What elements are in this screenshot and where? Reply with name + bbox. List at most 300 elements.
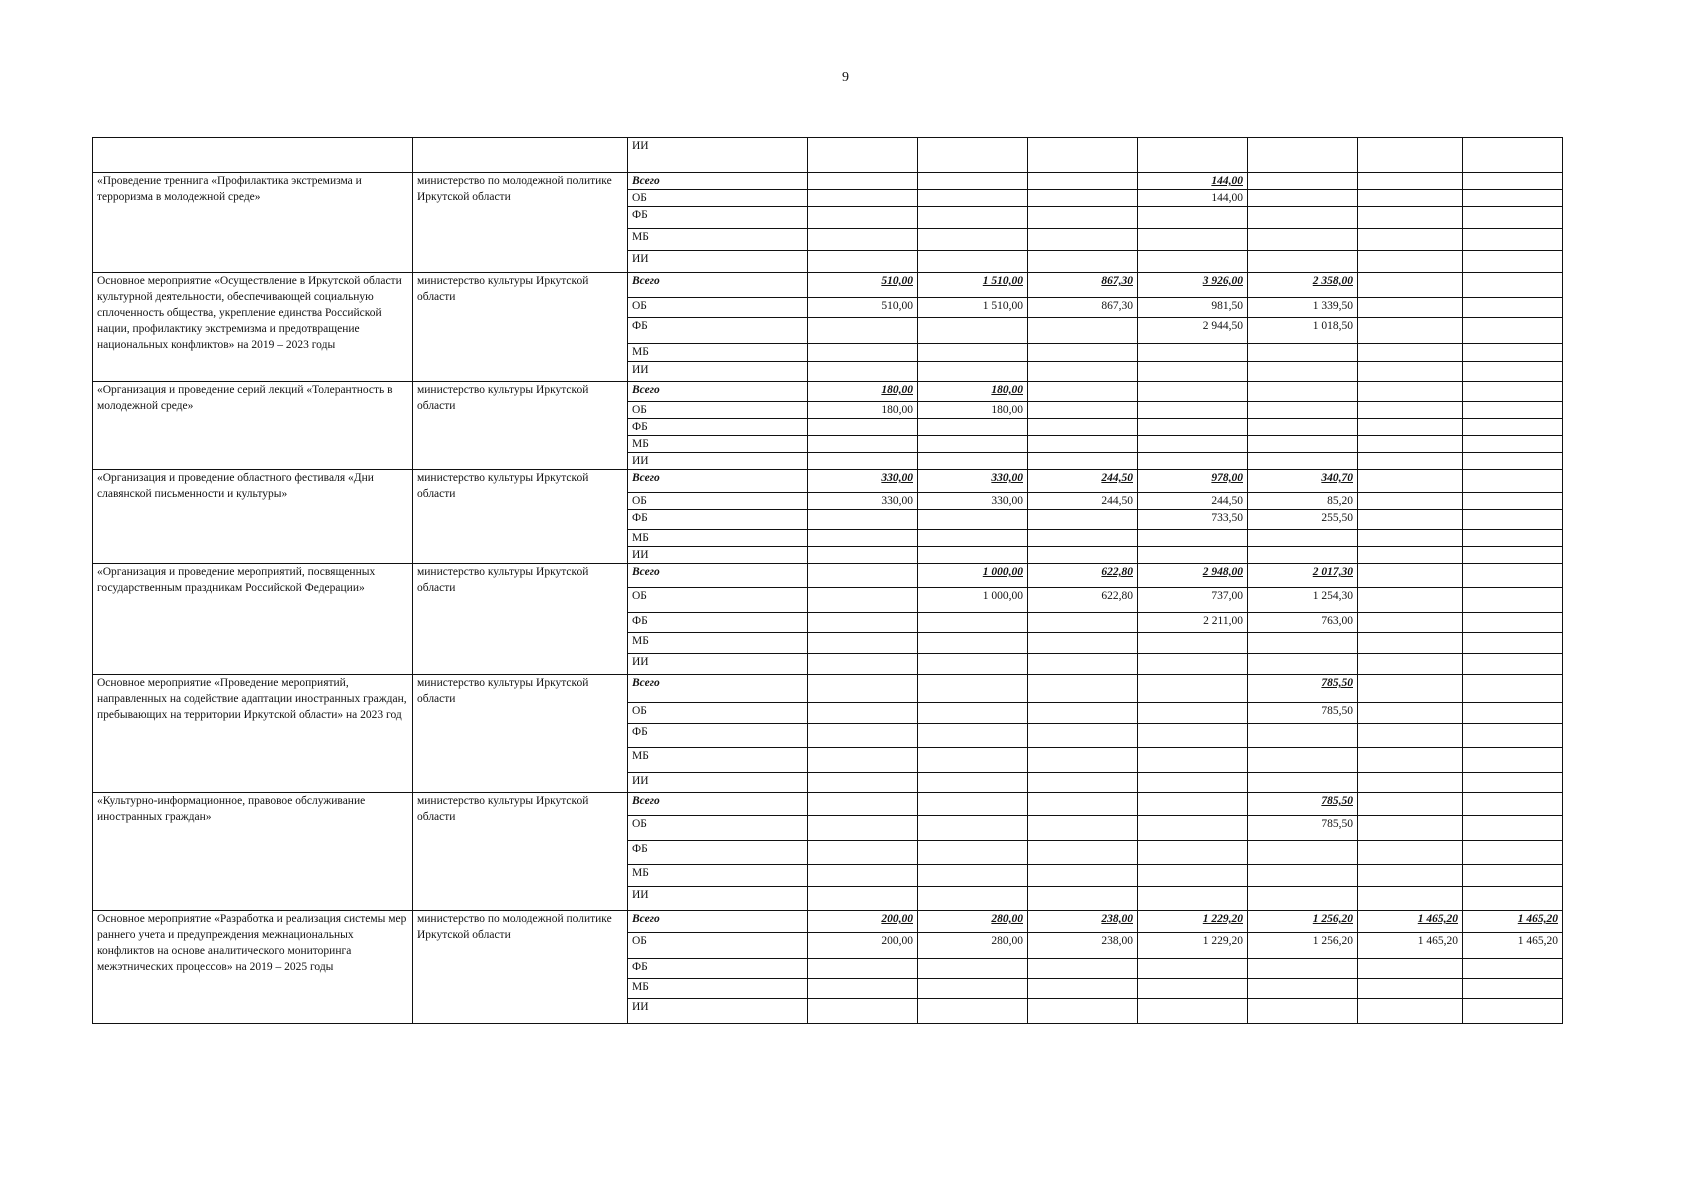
funding-value-year-1: 330,00 <box>808 493 918 510</box>
funding-value-year-1 <box>808 613 918 633</box>
funding-value-year-5: 85,20 <box>1248 493 1358 510</box>
funding-value-year-5 <box>1248 251 1358 273</box>
funding-value-year-2: 280,00 <box>918 911 1028 933</box>
funding-value-year-6 <box>1358 748 1463 773</box>
funding-value-year-2: 330,00 <box>918 493 1028 510</box>
funding-source-label: ФБ <box>628 419 808 436</box>
funding-value-year-7: 1 465,20 <box>1463 933 1563 959</box>
funding-value-year-1 <box>808 633 918 654</box>
funding-value-year-7 <box>1463 793 1563 816</box>
funding-value-year-6 <box>1358 675 1463 703</box>
funding-value-year-2 <box>918 173 1028 190</box>
funding-value-year-1 <box>808 959 918 979</box>
funding-value-year-6 <box>1358 510 1463 530</box>
funding-value-year-3 <box>1028 773 1138 793</box>
funding-source-label: ОБ <box>628 816 808 841</box>
funding-source-label: МБ <box>628 633 808 654</box>
funding-value-year-7 <box>1463 564 1563 588</box>
funding-value-year-7 <box>1463 382 1563 402</box>
funding-source-label: Всего <box>628 273 808 298</box>
funding-value-year-6 <box>1358 865 1463 887</box>
funding-value-year-6 <box>1358 453 1463 470</box>
activity-name: «Организация и проведение мероприятий, посвященных государственным праздникам Российской Федерации» <box>93 564 413 675</box>
funding-value-year-4 <box>1138 229 1248 251</box>
funding-value-year-2 <box>918 344 1028 362</box>
funding-value-year-4: 1 229,20 <box>1138 933 1248 959</box>
funding-value-year-5 <box>1248 887 1358 911</box>
activity-name <box>93 138 413 173</box>
funding-value-year-4: 144,00 <box>1138 190 1248 207</box>
funding-value-year-4 <box>1138 138 1248 173</box>
funding-source-label: Всего <box>628 470 808 493</box>
funding-value-year-5 <box>1248 382 1358 402</box>
funding-value-year-3 <box>1028 510 1138 530</box>
funding-value-year-6 <box>1358 588 1463 613</box>
funding-value-year-1: 510,00 <box>808 273 918 298</box>
funding-value-year-6 <box>1358 436 1463 453</box>
funding-value-year-4 <box>1138 419 1248 436</box>
funding-value-year-6 <box>1358 793 1463 816</box>
funding-value-year-1 <box>808 173 918 190</box>
funding-value-year-6 <box>1358 493 1463 510</box>
funding-value-year-6 <box>1358 173 1463 190</box>
funding-value-year-4 <box>1138 887 1248 911</box>
funding-value-year-7 <box>1463 318 1563 344</box>
funding-value-year-3 <box>1028 251 1138 273</box>
funding-value-year-2 <box>918 748 1028 773</box>
funding-value-year-7 <box>1463 588 1563 613</box>
activity-name: Основное мероприятие «Проведение мероприятий, направленных на содействие адаптации иностранных граждан, пребывающих на территории Иркутской области» на 2023 год <box>93 675 413 793</box>
funding-value-year-6 <box>1358 402 1463 419</box>
funding-value-year-4 <box>1138 530 1248 547</box>
funding-value-year-3: 238,00 <box>1028 911 1138 933</box>
funding-value-year-7 <box>1463 493 1563 510</box>
funding-value-year-5: 785,50 <box>1248 703 1358 724</box>
funding-value-year-5 <box>1248 633 1358 654</box>
funding-value-year-3 <box>1028 382 1138 402</box>
funding-value-year-2 <box>918 547 1028 564</box>
funding-value-year-5 <box>1248 138 1358 173</box>
funding-value-year-6 <box>1358 298 1463 318</box>
funding-value-year-4 <box>1138 547 1248 564</box>
funding-value-year-5: 1 018,50 <box>1248 318 1358 344</box>
funding-value-year-1: 510,00 <box>808 298 918 318</box>
funding-value-year-4 <box>1138 207 1248 229</box>
funding-value-year-3 <box>1028 547 1138 564</box>
funding-value-year-1 <box>808 207 918 229</box>
activity-name: «Культурно-информационное, правовое обслуживание иностранных граждан» <box>93 793 413 911</box>
funding-value-year-7 <box>1463 173 1563 190</box>
funding-value-year-3 <box>1028 979 1138 999</box>
funding-value-year-2 <box>918 190 1028 207</box>
funding-value-year-7 <box>1463 419 1563 436</box>
funding-source-label: ОБ <box>628 298 808 318</box>
funding-value-year-3: 238,00 <box>1028 933 1138 959</box>
funding-value-year-7: 1 465,20 <box>1463 911 1563 933</box>
funding-source-label: ФБ <box>628 510 808 530</box>
funding-value-year-5: 785,50 <box>1248 816 1358 841</box>
funding-value-year-4: 144,00 <box>1138 173 1248 190</box>
funding-value-year-6 <box>1358 999 1463 1024</box>
funding-value-year-6 <box>1358 654 1463 675</box>
funding-value-year-5 <box>1248 436 1358 453</box>
funding-value-year-5 <box>1248 190 1358 207</box>
funding-value-year-2 <box>918 724 1028 748</box>
funding-value-year-5 <box>1248 748 1358 773</box>
funding-value-year-2 <box>918 999 1028 1024</box>
funding-value-year-5 <box>1248 419 1358 436</box>
funding-source-label: ОБ <box>628 588 808 613</box>
funding-value-year-7 <box>1463 453 1563 470</box>
funding-value-year-2: 1 510,00 <box>918 273 1028 298</box>
funding-value-year-3: 622,80 <box>1028 588 1138 613</box>
activity-name: Основное мероприятие «Разработка и реализация системы мер раннего учета и предупреждения межнациональных конфликтов на основе аналитического мониторинга межэтнических процессов» на 2019 – 2025 годы <box>93 911 413 1024</box>
funding-value-year-1 <box>808 841 918 865</box>
funding-source-label: МБ <box>628 748 808 773</box>
funding-value-year-6 <box>1358 633 1463 654</box>
table-row <box>93 138 1563 173</box>
funding-value-year-7 <box>1463 841 1563 865</box>
funding-value-year-3 <box>1028 865 1138 887</box>
funding-value-year-3 <box>1028 613 1138 633</box>
funding-value-year-3: 244,50 <box>1028 493 1138 510</box>
funding-value-year-3 <box>1028 999 1138 1024</box>
funding-source-label: Всего <box>628 793 808 816</box>
funding-value-year-2 <box>918 887 1028 911</box>
funding-source-label: МБ <box>628 344 808 362</box>
funding-value-year-4 <box>1138 654 1248 675</box>
funding-value-year-2 <box>918 675 1028 703</box>
funding-source-label: Всего <box>628 173 808 190</box>
executor-name: министерство культуры Иркутской области <box>413 793 628 911</box>
activity-name: Основное мероприятие «Осуществление в Иркутской области культурной деятельности, обеспечивающей социальную сплоченность общества, укрепление единства Российской нации, профилактику экстремизма и предотвращение национальных конфликтов» на 2019 – 2023 годы <box>93 273 413 382</box>
funding-value-year-6 <box>1358 362 1463 382</box>
funding-value-year-4 <box>1138 382 1248 402</box>
funding-source-label: ИИ <box>628 773 808 793</box>
executor-name: министерство культуры Иркутской области <box>413 675 628 793</box>
funding-value-year-7 <box>1463 402 1563 419</box>
funding-value-year-5 <box>1248 773 1358 793</box>
funding-value-year-4 <box>1138 453 1248 470</box>
funding-value-year-6 <box>1358 318 1463 344</box>
funding-value-year-5: 763,00 <box>1248 613 1358 633</box>
funding-value-year-2 <box>918 841 1028 865</box>
funding-value-year-7 <box>1463 675 1563 703</box>
funding-value-year-6 <box>1358 382 1463 402</box>
funding-value-year-2 <box>918 865 1028 887</box>
funding-value-year-1 <box>808 547 918 564</box>
funding-source-label: ФБ <box>628 207 808 229</box>
funding-value-year-4 <box>1138 959 1248 979</box>
funding-source-label: ОБ <box>628 190 808 207</box>
funding-source-label: ОБ <box>628 402 808 419</box>
funding-value-year-2: 1 000,00 <box>918 588 1028 613</box>
funding-value-year-3 <box>1028 959 1138 979</box>
funding-value-year-2: 180,00 <box>918 382 1028 402</box>
funding-value-year-1 <box>808 588 918 613</box>
funding-value-year-5: 2 358,00 <box>1248 273 1358 298</box>
funding-source-label: ИИ <box>628 654 808 675</box>
funding-value-year-2 <box>918 510 1028 530</box>
funding-value-year-6 <box>1358 138 1463 173</box>
funding-value-year-1 <box>808 703 918 724</box>
funding-value-year-6 <box>1358 419 1463 436</box>
funding-value-year-2 <box>918 453 1028 470</box>
funding-value-year-3 <box>1028 419 1138 436</box>
funding-value-year-5 <box>1248 979 1358 999</box>
funding-source-label: ИИ <box>628 138 808 173</box>
funding-value-year-6 <box>1358 724 1463 748</box>
funding-value-year-1 <box>808 344 918 362</box>
funding-value-year-1: 330,00 <box>808 470 918 493</box>
funding-value-year-6 <box>1358 251 1463 273</box>
funding-value-year-1 <box>808 318 918 344</box>
funding-value-year-7 <box>1463 510 1563 530</box>
funding-value-year-5: 1 339,50 <box>1248 298 1358 318</box>
funding-value-year-2 <box>918 251 1028 273</box>
funding-value-year-2 <box>918 633 1028 654</box>
funding-value-year-4 <box>1138 703 1248 724</box>
funding-source-label: МБ <box>628 436 808 453</box>
funding-source-label: МБ <box>628 229 808 251</box>
funding-value-year-2 <box>918 816 1028 841</box>
funding-value-year-6 <box>1358 613 1463 633</box>
funding-value-year-4 <box>1138 251 1248 273</box>
funding-value-year-3 <box>1028 703 1138 724</box>
funding-value-year-2: 180,00 <box>918 402 1028 419</box>
table-row <box>93 793 1563 816</box>
funding-value-year-3 <box>1028 675 1138 703</box>
funding-value-year-5 <box>1248 530 1358 547</box>
funding-value-year-4: 244,50 <box>1138 493 1248 510</box>
funding-value-year-7 <box>1463 979 1563 999</box>
funding-value-year-5: 785,50 <box>1248 675 1358 703</box>
funding-value-year-5 <box>1248 724 1358 748</box>
funding-value-year-5 <box>1248 865 1358 887</box>
funding-source-label: ИИ <box>628 362 808 382</box>
funding-value-year-3 <box>1028 138 1138 173</box>
funding-value-year-3 <box>1028 453 1138 470</box>
funding-value-year-5: 1 256,20 <box>1248 911 1358 933</box>
funding-value-year-2: 1 000,00 <box>918 564 1028 588</box>
table-row <box>93 173 1563 190</box>
funding-value-year-6 <box>1358 530 1463 547</box>
funding-value-year-3 <box>1028 173 1138 190</box>
funding-value-year-3 <box>1028 190 1138 207</box>
executor-name <box>413 138 628 173</box>
funding-value-year-6 <box>1358 703 1463 724</box>
funding-value-year-1 <box>808 724 918 748</box>
funding-value-year-6 <box>1358 564 1463 588</box>
funding-value-year-7 <box>1463 773 1563 793</box>
funding-value-year-4 <box>1138 362 1248 382</box>
funding-value-year-5: 2 017,30 <box>1248 564 1358 588</box>
funding-value-year-5: 1 256,20 <box>1248 933 1358 959</box>
funding-value-year-2 <box>918 793 1028 816</box>
funding-value-year-3 <box>1028 318 1138 344</box>
funding-value-year-3: 867,30 <box>1028 273 1138 298</box>
funding-value-year-4 <box>1138 979 1248 999</box>
funding-value-year-4 <box>1138 865 1248 887</box>
funding-value-year-1: 180,00 <box>808 382 918 402</box>
funding-source-label: ФБ <box>628 724 808 748</box>
funding-value-year-7 <box>1463 190 1563 207</box>
funding-value-year-7 <box>1463 547 1563 564</box>
budget-table <box>92 137 1563 1024</box>
funding-value-year-7 <box>1463 298 1563 318</box>
funding-value-year-5 <box>1248 841 1358 865</box>
funding-value-year-1 <box>808 816 918 841</box>
executor-name: министерство культуры Иркутской области <box>413 382 628 470</box>
funding-value-year-7 <box>1463 865 1563 887</box>
funding-source-label: ОБ <box>628 933 808 959</box>
funding-source-label: ОБ <box>628 703 808 724</box>
funding-value-year-2 <box>918 229 1028 251</box>
funding-value-year-4: 2 211,00 <box>1138 613 1248 633</box>
funding-value-year-2: 1 510,00 <box>918 298 1028 318</box>
funding-value-year-7 <box>1463 436 1563 453</box>
funding-value-year-7 <box>1463 138 1563 173</box>
funding-value-year-4 <box>1138 841 1248 865</box>
funding-source-label: МБ <box>628 530 808 547</box>
funding-source-label: ИИ <box>628 887 808 911</box>
funding-value-year-5 <box>1248 453 1358 470</box>
funding-value-year-1 <box>808 999 918 1024</box>
funding-value-year-6: 1 465,20 <box>1358 911 1463 933</box>
funding-value-year-4 <box>1138 633 1248 654</box>
funding-value-year-1 <box>808 564 918 588</box>
executor-name: министерство по молодежной политике Иркутской области <box>413 173 628 273</box>
funding-value-year-7 <box>1463 613 1563 633</box>
funding-value-year-3 <box>1028 793 1138 816</box>
funding-value-year-3 <box>1028 841 1138 865</box>
funding-value-year-4: 737,00 <box>1138 588 1248 613</box>
funding-value-year-5 <box>1248 344 1358 362</box>
funding-value-year-2 <box>918 654 1028 675</box>
funding-value-year-7 <box>1463 703 1563 724</box>
funding-value-year-7 <box>1463 530 1563 547</box>
funding-value-year-4 <box>1138 675 1248 703</box>
funding-source-label: Всего <box>628 675 808 703</box>
funding-value-year-3 <box>1028 816 1138 841</box>
funding-value-year-4: 1 229,20 <box>1138 911 1248 933</box>
funding-value-year-3 <box>1028 402 1138 419</box>
funding-value-year-5 <box>1248 362 1358 382</box>
funding-source-label: ИИ <box>628 547 808 564</box>
funding-value-year-5 <box>1248 547 1358 564</box>
funding-value-year-3 <box>1028 724 1138 748</box>
funding-value-year-4: 981,50 <box>1138 298 1248 318</box>
funding-value-year-7 <box>1463 470 1563 493</box>
funding-value-year-2 <box>918 773 1028 793</box>
funding-value-year-1 <box>808 251 918 273</box>
funding-value-year-7 <box>1463 229 1563 251</box>
funding-value-year-1 <box>808 453 918 470</box>
funding-value-year-2 <box>918 703 1028 724</box>
funding-value-year-1 <box>808 530 918 547</box>
funding-value-year-3 <box>1028 207 1138 229</box>
funding-value-year-7 <box>1463 999 1563 1024</box>
funding-value-year-3 <box>1028 887 1138 911</box>
funding-value-year-1 <box>808 436 918 453</box>
funding-value-year-1 <box>808 419 918 436</box>
funding-value-year-5 <box>1248 654 1358 675</box>
activity-name: «Организация и проведение серий лекций «Толерантность в молодежной среде» <box>93 382 413 470</box>
funding-value-year-1 <box>808 190 918 207</box>
funding-value-year-1: 200,00 <box>808 911 918 933</box>
funding-value-year-5 <box>1248 999 1358 1024</box>
funding-value-year-2 <box>918 613 1028 633</box>
executor-name: министерство культуры Иркутской области <box>413 273 628 382</box>
funding-value-year-3 <box>1028 229 1138 251</box>
funding-value-year-1: 180,00 <box>808 402 918 419</box>
funding-value-year-6 <box>1358 959 1463 979</box>
funding-value-year-4 <box>1138 724 1248 748</box>
funding-value-year-6 <box>1358 273 1463 298</box>
funding-value-year-6 <box>1358 887 1463 911</box>
funding-value-year-6 <box>1358 470 1463 493</box>
funding-value-year-4: 733,50 <box>1138 510 1248 530</box>
funding-value-year-5 <box>1248 207 1358 229</box>
funding-value-year-1 <box>808 654 918 675</box>
funding-value-year-2 <box>918 138 1028 173</box>
funding-value-year-3 <box>1028 633 1138 654</box>
funding-value-year-1 <box>808 362 918 382</box>
funding-source-label: Всего <box>628 911 808 933</box>
funding-source-label: ФБ <box>628 318 808 344</box>
funding-value-year-6 <box>1358 773 1463 793</box>
funding-value-year-5 <box>1248 402 1358 419</box>
funding-value-year-3: 244,50 <box>1028 470 1138 493</box>
funding-value-year-4 <box>1138 344 1248 362</box>
funding-source-label: Всего <box>628 382 808 402</box>
funding-value-year-7 <box>1463 887 1563 911</box>
funding-value-year-4: 978,00 <box>1138 470 1248 493</box>
table-row <box>93 911 1563 933</box>
funding-value-year-6 <box>1358 190 1463 207</box>
funding-source-label: Всего <box>628 564 808 588</box>
funding-value-year-2 <box>918 207 1028 229</box>
funding-value-year-7 <box>1463 654 1563 675</box>
funding-source-label: ИИ <box>628 999 808 1024</box>
funding-value-year-1 <box>808 138 918 173</box>
funding-value-year-3: 867,30 <box>1028 298 1138 318</box>
page-number: 9 <box>842 70 849 85</box>
table-row <box>93 273 1563 298</box>
funding-value-year-5: 255,50 <box>1248 510 1358 530</box>
funding-value-year-6 <box>1358 207 1463 229</box>
funding-value-year-4: 2 948,00 <box>1138 564 1248 588</box>
funding-value-year-1 <box>808 510 918 530</box>
funding-value-year-3 <box>1028 748 1138 773</box>
funding-value-year-7 <box>1463 959 1563 979</box>
budget-table-body <box>93 138 1563 1024</box>
funding-value-year-5 <box>1248 173 1358 190</box>
funding-value-year-2 <box>918 959 1028 979</box>
funding-value-year-4 <box>1138 748 1248 773</box>
funding-value-year-5: 785,50 <box>1248 793 1358 816</box>
funding-value-year-3 <box>1028 654 1138 675</box>
funding-value-year-4 <box>1138 436 1248 453</box>
funding-value-year-4: 3 926,00 <box>1138 273 1248 298</box>
funding-value-year-1 <box>808 748 918 773</box>
funding-value-year-7 <box>1463 251 1563 273</box>
funding-value-year-7 <box>1463 344 1563 362</box>
funding-value-year-5 <box>1248 229 1358 251</box>
executor-name: министерство по молодежной политике Иркутской области <box>413 911 628 1024</box>
funding-value-year-1: 200,00 <box>808 933 918 959</box>
funding-value-year-7 <box>1463 816 1563 841</box>
